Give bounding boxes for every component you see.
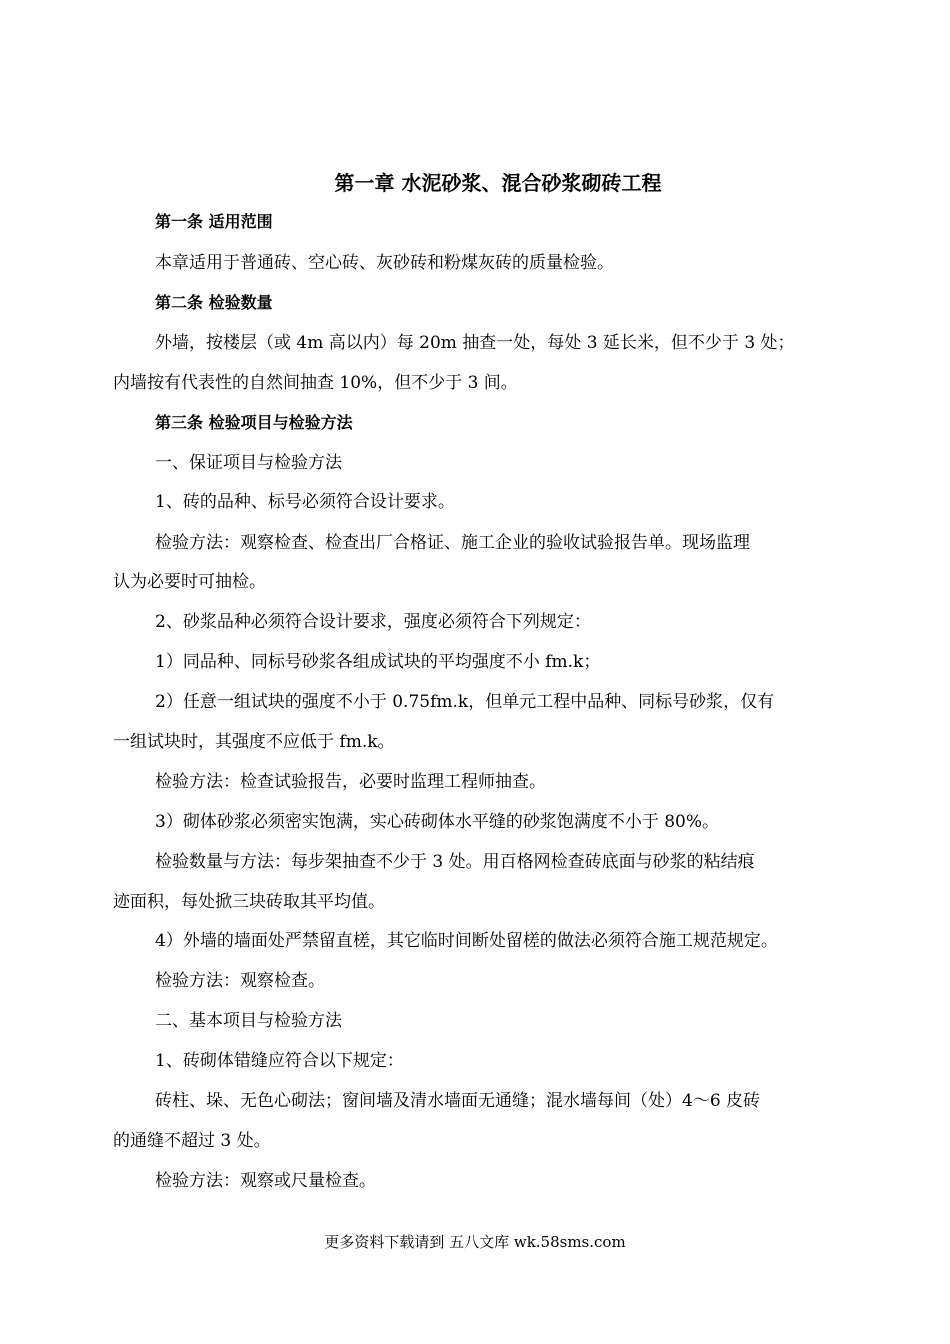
article-1-text: 本章适用于普通砖、空心砖、灰砂砖和粉煤灰砖的质量检验。 xyxy=(155,253,614,273)
section-1-method-1-line-2: 认为必要时可抽检。 xyxy=(113,572,266,592)
section-1-item-3: 3）砌体砂浆必须密实饱满，实心砖砌体水平缝的砂浆饱满度不小于 80%。 xyxy=(155,812,720,832)
section-2-text-line-2: 的通缝不超过 3 处。 xyxy=(113,1131,271,1151)
footer-download-note: 更多资料下载请到 五八文库 wk.58sms.com xyxy=(324,1233,626,1251)
section-1-item-4: 4）外墙的墙面处严禁留直槎，其它临时间断处留槎的做法必须符合施工规范规定。 xyxy=(155,931,778,951)
section-1-method-1-line-1: 检验方法：观察检查、检查出厂合格证、施工企业的验收试验报告单。现场监理 xyxy=(155,533,750,553)
section-1-method-3-line-2: 迹面积，每处掀三块砖取其平均值。 xyxy=(113,892,385,912)
section-1-title: 一、保证项目与检验方法 xyxy=(155,453,342,473)
section-1-item-2-2-line-1: 2）任意一组试块的强度不小于 0.75fm.k，但单元工程中品种、同标号砂浆，仅有 xyxy=(155,692,775,712)
section-1-item-2-1: 1）同品种、同标号砂浆各组成试块的平均强度不小 fm.k； xyxy=(155,652,601,672)
section-1-method-2: 检验方法：检查试验报告，必要时监理工程师抽查。 xyxy=(155,772,546,792)
section-2-item-1: 1、砖砌体错缝应符合以下规定： xyxy=(155,1051,404,1071)
article-3-heading: 第三条 检验项目与检验方法 xyxy=(155,413,353,432)
section-1-method-3-line-1: 检验数量与方法：每步架抽查不少于 3 处。用百格网检查砖底面与砂浆的粘结痕 xyxy=(155,852,755,872)
section-1-method-4: 检验方法：观察检查。 xyxy=(155,971,325,991)
article-1-heading: 第一条 适用范围 xyxy=(155,212,273,231)
section-2-text-line-1: 砖柱、垛、无色心砌法；窗间墙及清水墙面无通缝；混水墙每间（处）4～6 皮砖 xyxy=(155,1091,761,1111)
article-2-heading: 第二条 检验数量 xyxy=(155,293,273,312)
section-2-title: 二、基本项目与检验方法 xyxy=(155,1011,342,1031)
section-1-item-2-2-line-2: 一组试块时，其强度不应低于 fm.k。 xyxy=(113,732,395,752)
article-2-text-line-1: 外墙，按楼层（或 4m 高以内）每 20m 抽查一处，每处 3 延长米，但不少于 3 处； xyxy=(155,333,795,353)
chapter-title: 第一章 水泥砂浆、混合砂浆砌砖工程 xyxy=(334,171,662,195)
section-2-method: 检验方法：观察或尺量检查。 xyxy=(155,1171,376,1191)
section-1-item-2: 2、砂浆品种必须符合设计要求，强度必须符合下列规定： xyxy=(155,612,591,632)
article-2-text-line-2: 内墙按有代表性的自然间抽查 10%，但不少于 3 间。 xyxy=(113,373,518,393)
section-1-item-1: 1、砖的品种、标号必须符合设计要求。 xyxy=(155,492,455,512)
